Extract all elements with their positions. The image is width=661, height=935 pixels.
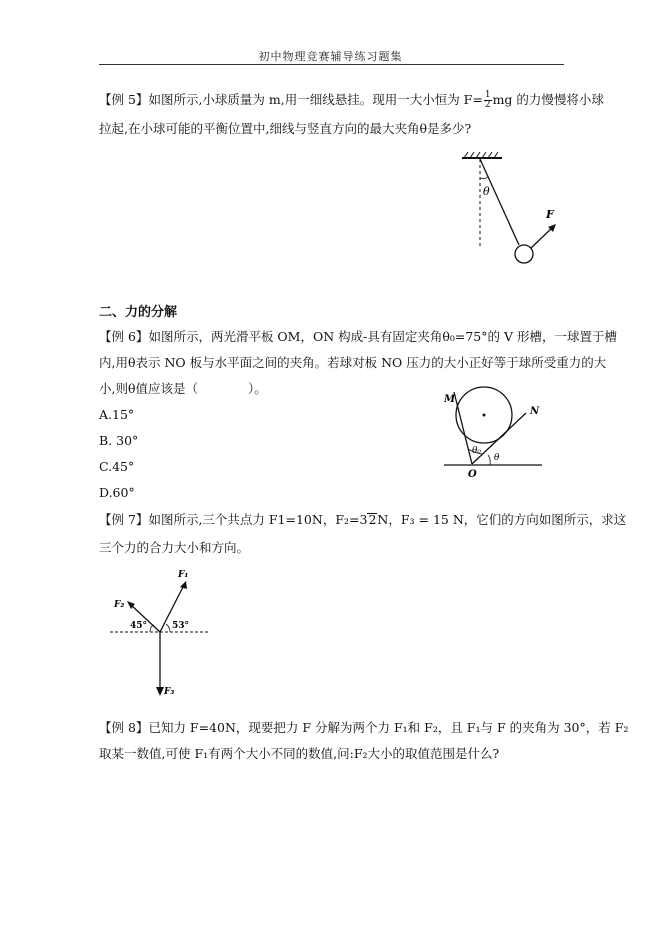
ex6-line3: 小,则θ值应该是（ ）。 <box>99 381 267 396</box>
ex6-v-groove-figure <box>422 380 547 480</box>
f1-label: F₁ <box>178 570 189 580</box>
ex6-option-a: A.15° <box>99 407 135 422</box>
ex5-pendulum-figure <box>450 150 570 280</box>
label-n: N <box>530 406 540 417</box>
ex5-fraction: $\frac{1}{2}$ <box>484 90 491 110</box>
ex8-line1: 【例 8】已知力 F=40N，现要把力 F 分解为两个力 F₁和 F₂，且 F₁与 F 的夹角为 30°，若 F₂ <box>99 720 629 735</box>
ex5-line1 <box>99 91 604 110</box>
force-label: F <box>546 208 554 221</box>
angle-53-label: 53° <box>172 621 190 631</box>
ex5-text-b: mg 的力慢慢将小球 <box>492 92 604 107</box>
f2-label: F₂ <box>114 600 125 610</box>
plate-om <box>454 392 472 464</box>
label-theta: θ <box>494 453 500 463</box>
sqrt-two: 2 <box>368 512 377 527</box>
ex5-text-a: 如图所示,小球质量为 m,用一细线悬挂。现用一大小恒为 F= <box>148 92 483 107</box>
ex6-option-d: D.60° <box>99 485 135 500</box>
theta-label: θ <box>483 185 490 198</box>
ex7-line2: 三个力的合力大小和方向。 <box>99 540 250 555</box>
string-line <box>480 159 519 245</box>
ex6-option-b: B. 30° <box>99 433 139 448</box>
ex6-line2: 内,用θ表示 NO 板与水平面之间的夹角。若球对板 NO 压力的大小正好等于球所受重力的大 <box>99 355 607 370</box>
header-divider <box>99 64 564 65</box>
ex7-force-figure <box>108 562 218 700</box>
ex7-line1: 【例 7】如图所示,三个共点力 F1=10N，F₂=32N，F₃ = 15 N，它们的方向如图所示，求这 <box>99 512 627 527</box>
label-m: M <box>444 394 456 405</box>
ex6-option-c: C.45° <box>99 459 135 474</box>
section-title: 二、力的分解 <box>99 305 178 320</box>
f3-label: F₃ <box>164 687 175 697</box>
ex8-line2: 取某一数值,可使 F₁有两个大小不同的数值,问:F₂大小的取值范围是什么? <box>99 746 500 761</box>
label-o: O <box>468 469 477 480</box>
header-title: 初中物理竞赛辅导练习题集 <box>258 50 403 63</box>
ball <box>515 245 533 263</box>
ex6-line1: 【例 6】如图所示，两光滑平板 OM，ON 构成-具有固定夹角θ₀=75°的 V 形槽，一球置于槽 <box>99 329 617 344</box>
ex5-line2: 拉起,在小球可能的平衡位置中,细线与竖直方向的最大夹角θ是多少? <box>99 121 472 136</box>
ex5-tag: 【例 5】 <box>99 92 149 107</box>
angle-45-label: 45° <box>130 621 148 631</box>
label-theta0: θ₀ <box>472 446 482 456</box>
